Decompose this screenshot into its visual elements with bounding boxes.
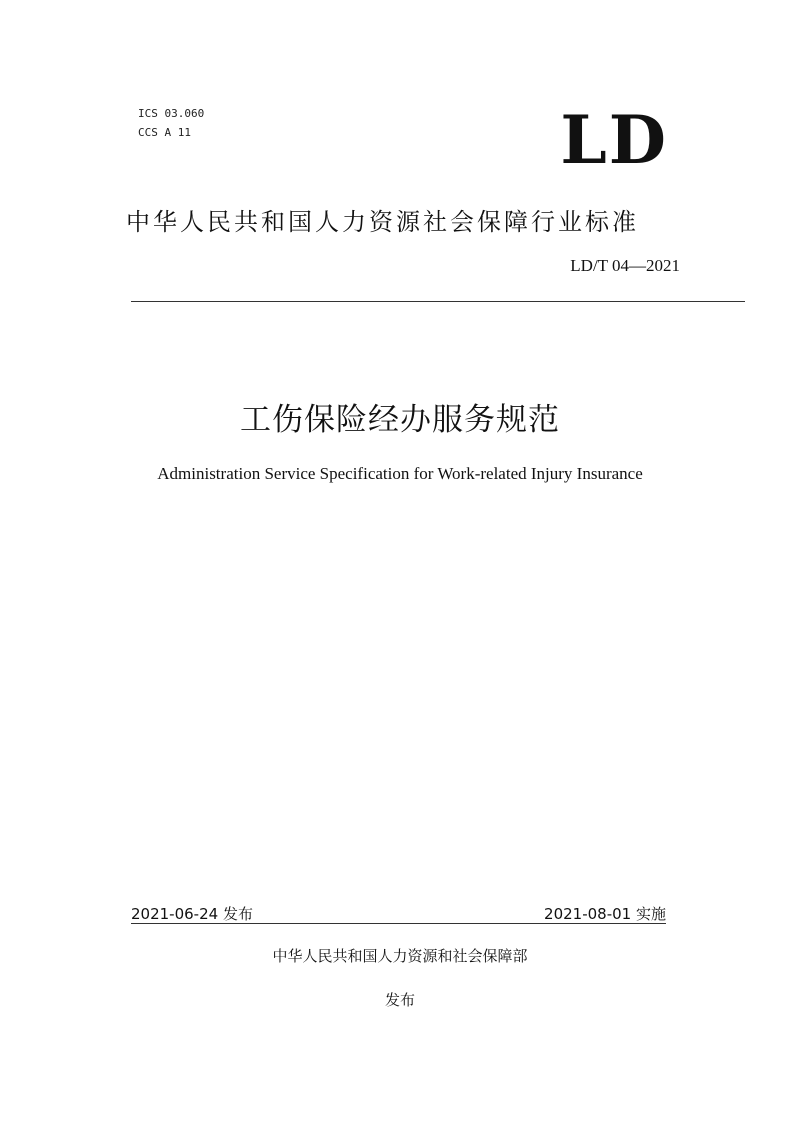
document-title-chinese: 工伤保险经办服务规范 [240, 402, 560, 438]
publish-label: 发布 [384, 991, 415, 1009]
standard-category: 中华人民共和国人力资源社会保障行业标准 [126, 208, 639, 236]
ccs-code: CCS A 11 [138, 126, 191, 139]
implementation-date: 2021-08-01 实施 [544, 905, 666, 923]
issue-date: 2021-06-24 发布 [131, 905, 253, 923]
ld-logo: LD [560, 101, 668, 179]
standard-number: LD/T 04—2021 [570, 256, 680, 275]
document-title-english: Administration Service Specification for Work-related Injury Insurance [157, 464, 643, 483]
classification-codes [138, 104, 204, 142]
ics-code: ICS 03.060 [138, 107, 205, 120]
issuing-authority: 中华人民共和国人力资源和社会保障部 [272, 947, 528, 965]
header-divider [131, 301, 745, 302]
footer-divider [131, 923, 666, 924]
